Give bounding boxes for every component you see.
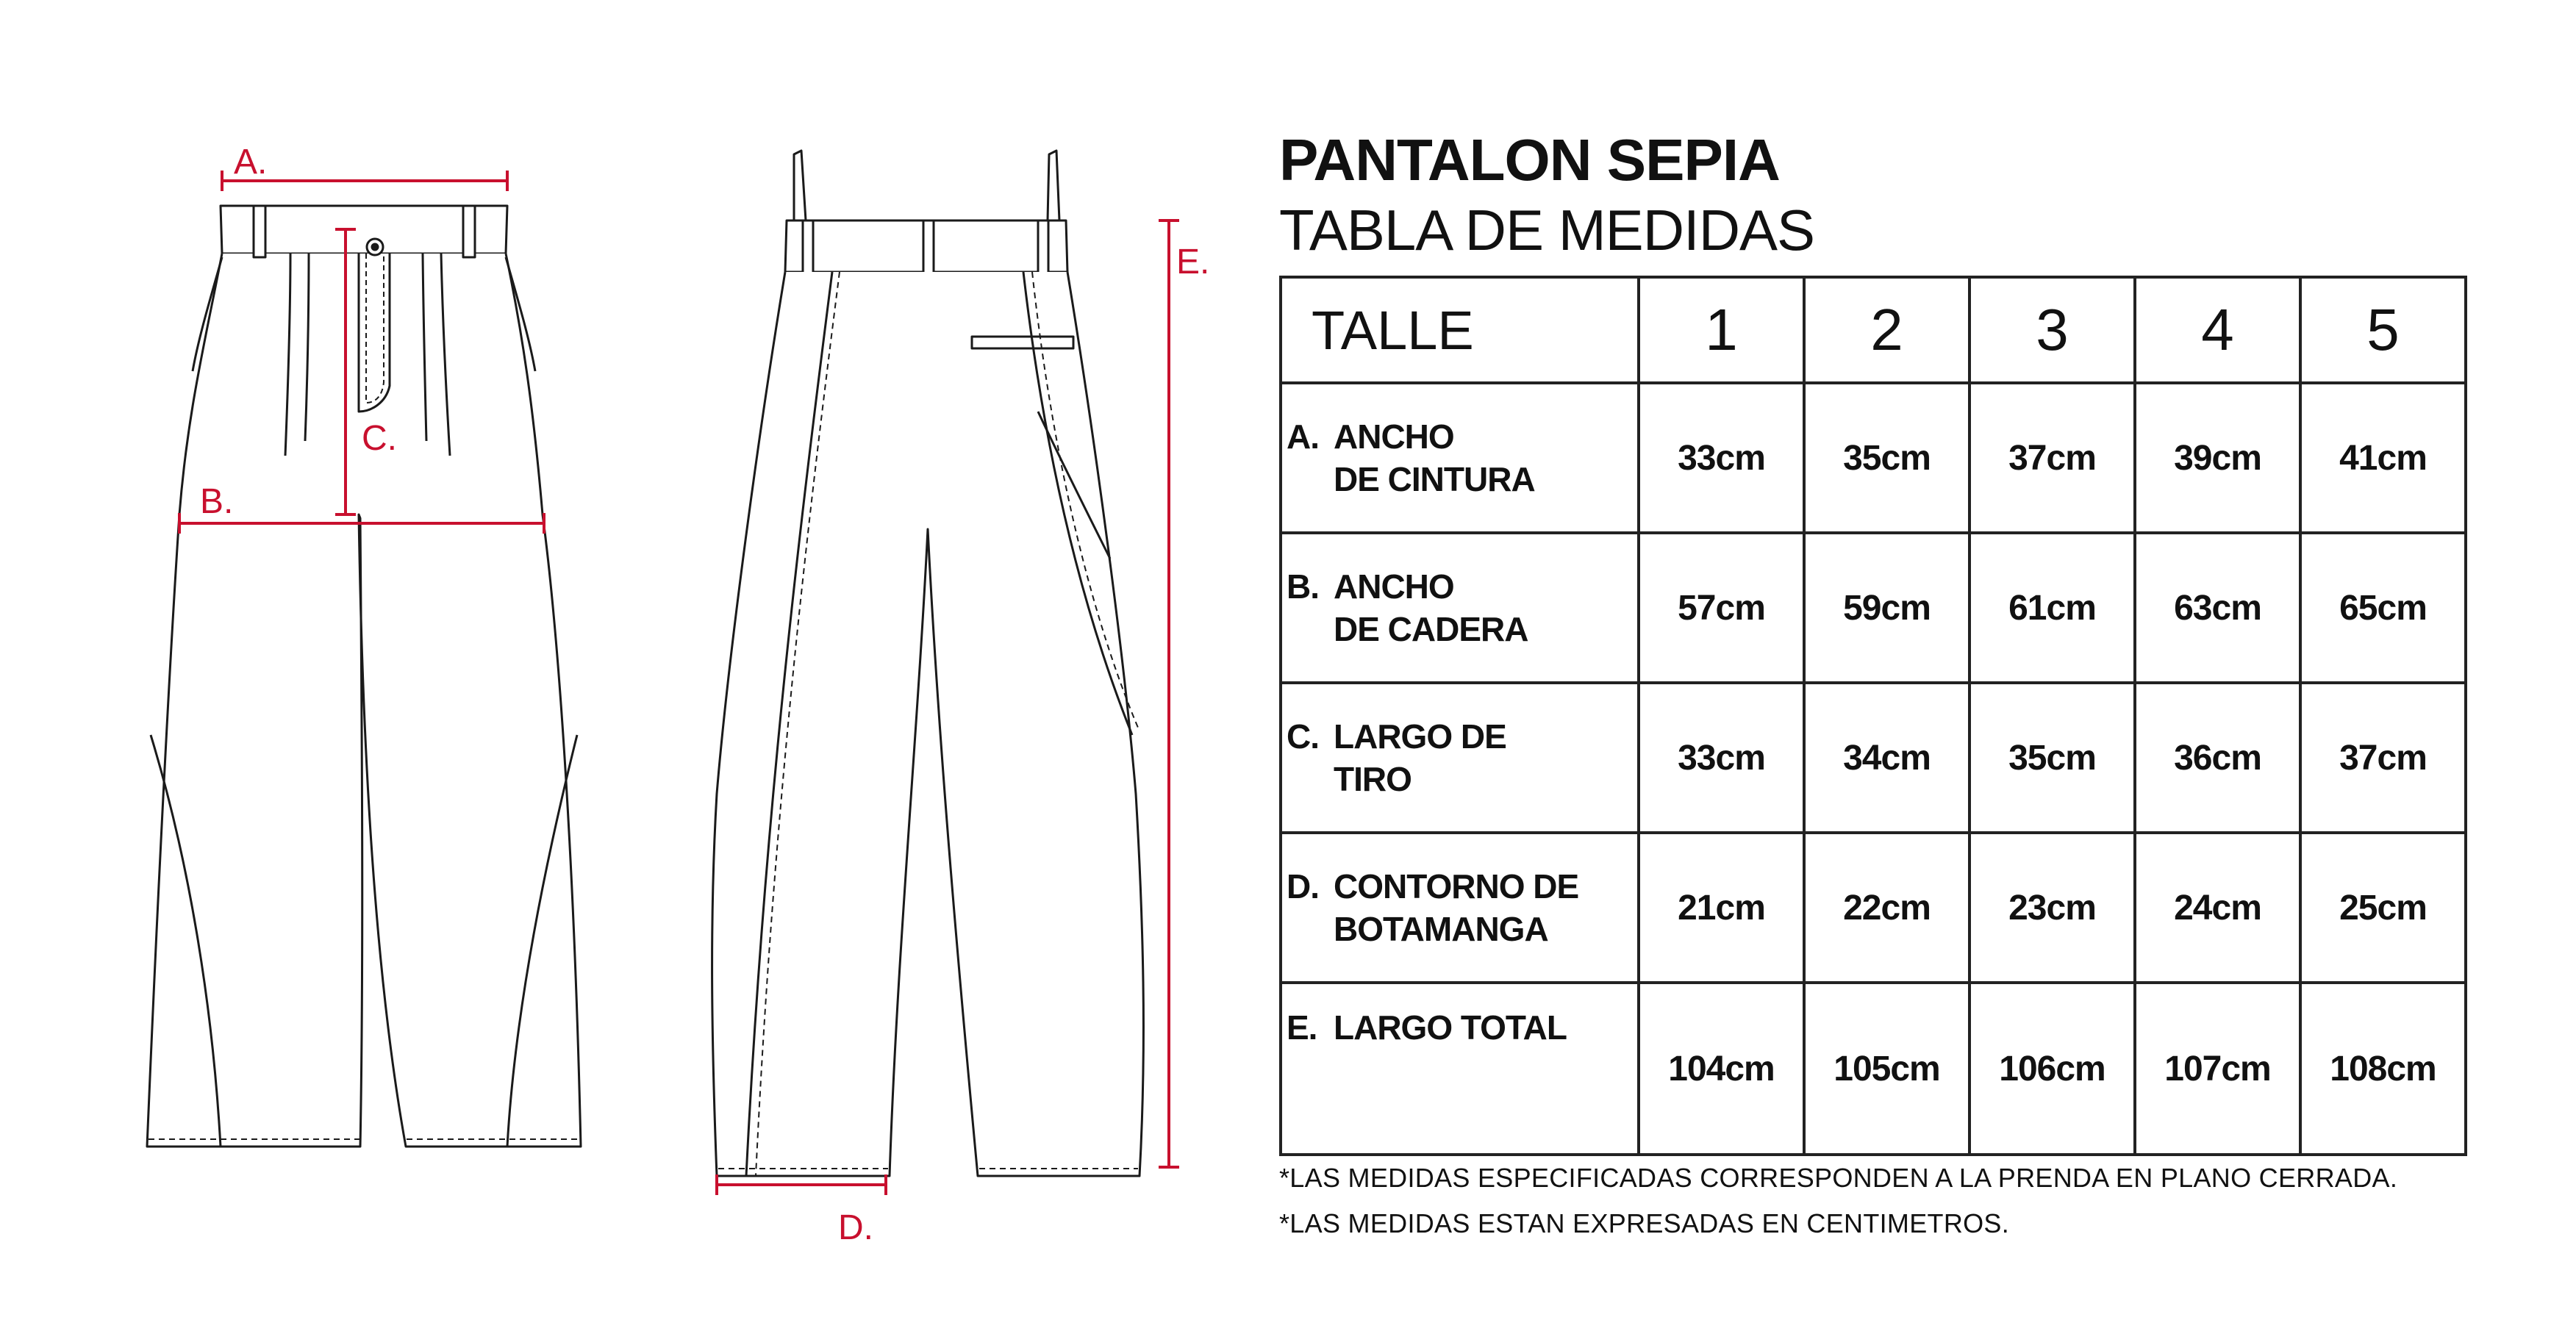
measure-name-line1: CONTORNO DE bbox=[1334, 867, 1579, 905]
measure-label bbox=[1281, 833, 1639, 983]
footnote: *LAS MEDIDAS ESPECIFICADAS CORRESPONDEN A LA PRENDA EN PLANO CERRADA. bbox=[1279, 1163, 2398, 1193]
header-size: 3 bbox=[1969, 277, 2135, 383]
measure-name-line2: DE CADERA bbox=[1334, 610, 1528, 648]
measure-name-line1: LARGO DE bbox=[1334, 717, 1506, 756]
table-row bbox=[1281, 683, 2466, 833]
table-cell: 57cm bbox=[1639, 533, 1804, 683]
table-row bbox=[1281, 983, 2466, 1155]
table-header-row bbox=[1281, 277, 2466, 383]
table-cell: 21cm bbox=[1639, 833, 1804, 983]
page-subtitle: TABLA DE MEDIDAS bbox=[1279, 198, 1815, 262]
table-row bbox=[1281, 833, 2466, 983]
table-row bbox=[1281, 383, 2466, 533]
measure-name-line2: TIRO bbox=[1334, 760, 1412, 798]
table-cell: 35cm bbox=[1969, 683, 2135, 833]
table-cell: 22cm bbox=[1804, 833, 1969, 983]
header-talle: TALLE bbox=[1281, 277, 1639, 383]
table-cell: 37cm bbox=[1969, 383, 2135, 533]
table-cell: 41cm bbox=[2300, 383, 2466, 533]
table-cell: 24cm bbox=[2135, 833, 2300, 983]
size-table bbox=[1279, 276, 2467, 1156]
back-view-pants bbox=[712, 151, 1144, 1176]
table-cell: 34cm bbox=[1804, 683, 1969, 833]
table-cell: 106cm bbox=[1969, 983, 2135, 1155]
table-cell: 23cm bbox=[1969, 833, 2135, 983]
measure-label bbox=[1281, 983, 1639, 1155]
measure-letter: B. bbox=[1287, 567, 1319, 606]
measure-label bbox=[1281, 533, 1639, 683]
table-cell: 107cm bbox=[2135, 983, 2300, 1155]
table-cell: 63cm bbox=[2135, 533, 2300, 683]
measure-name-line2: BOTAMANGA bbox=[1334, 910, 1548, 948]
table-cell: 36cm bbox=[2135, 683, 2300, 833]
measure-name-line1: ANCHO bbox=[1334, 567, 1454, 606]
measure-letter: A. bbox=[1287, 417, 1319, 456]
measure-letter: C. bbox=[1287, 717, 1319, 756]
table-cell: 59cm bbox=[1804, 533, 1969, 683]
label-d: D. bbox=[838, 1208, 873, 1247]
measure-letter: E. bbox=[1287, 1008, 1317, 1047]
page-title: PANTALON SEPIA bbox=[1279, 127, 1780, 193]
table-cell: 33cm bbox=[1639, 383, 1804, 533]
label-a: A. bbox=[234, 143, 268, 182]
footnote: *LAS MEDIDAS ESTAN EXPRESADAS EN CENTIMETROS. bbox=[1279, 1208, 2010, 1238]
measure-name-line1: ANCHO bbox=[1334, 417, 1454, 456]
label-c: C. bbox=[362, 419, 397, 458]
table-cell: 37cm bbox=[2300, 683, 2466, 833]
measure-label bbox=[1281, 683, 1639, 833]
table-cell: 61cm bbox=[1969, 533, 2135, 683]
label-b: B. bbox=[200, 482, 234, 521]
header-size: 2 bbox=[1804, 277, 1969, 383]
garment-diagram bbox=[0, 0, 1250, 1320]
table-cell: 105cm bbox=[1804, 983, 1969, 1155]
footnotes bbox=[1279, 1155, 2397, 1247]
header-size: 5 bbox=[2300, 277, 2466, 383]
measure-letter: D. bbox=[1287, 867, 1319, 905]
front-view-pants bbox=[147, 206, 581, 1147]
measure-name-line1: LARGO TOTAL bbox=[1334, 1008, 1567, 1047]
table-cell: 104cm bbox=[1639, 983, 1804, 1155]
table-cell: 35cm bbox=[1804, 383, 1969, 533]
header-size: 1 bbox=[1639, 277, 1804, 383]
table-row bbox=[1281, 533, 2466, 683]
table-cell: 25cm bbox=[2300, 833, 2466, 983]
header-size: 4 bbox=[2135, 277, 2300, 383]
measure-name-line2: DE CINTURA bbox=[1334, 460, 1535, 498]
table-cell: 65cm bbox=[2300, 533, 2466, 683]
label-e: E. bbox=[1176, 243, 1210, 281]
table-cell: 108cm bbox=[2300, 983, 2466, 1155]
table-cell: 39cm bbox=[2135, 383, 2300, 533]
measure-label bbox=[1281, 383, 1639, 533]
table-cell: 33cm bbox=[1639, 683, 1804, 833]
